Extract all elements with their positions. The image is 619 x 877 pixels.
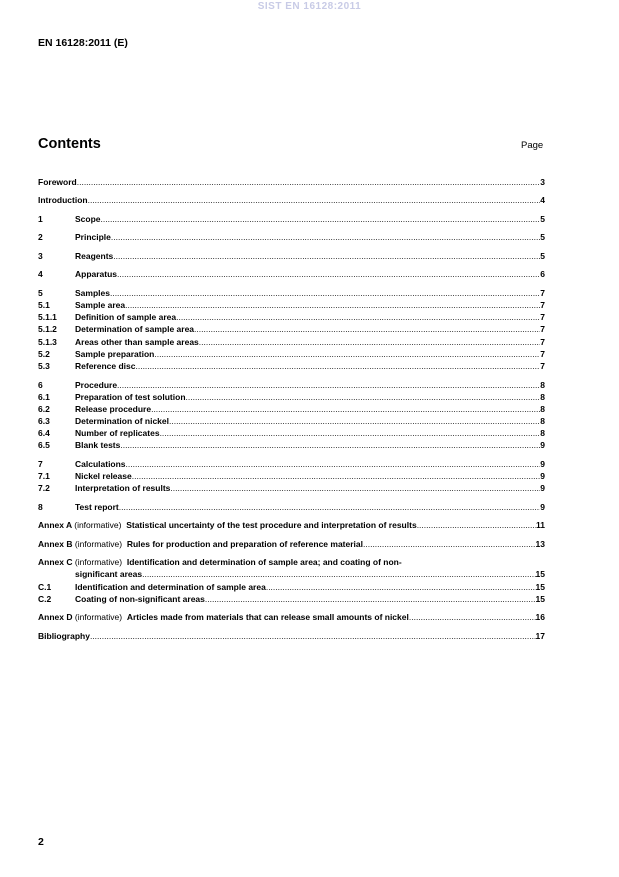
toc-title: Foreword (38, 177, 77, 187)
toc-title: Procedure (75, 379, 118, 390)
annex-title: Articles made from materials that can release small amounts of nickel (126, 612, 409, 623)
toc-entry-number-of-replicates[interactable] (38, 427, 545, 439)
annex-label: Annex B (38, 538, 73, 549)
toc-number: 6 (38, 379, 43, 390)
toc-entry-reagents[interactable] (38, 250, 545, 262)
toc-entry-c2[interactable] (38, 593, 545, 605)
toc-number: 5.3 (38, 361, 50, 372)
toc-page: 8 (540, 416, 545, 427)
toc-entry-procedure[interactable] (38, 379, 545, 391)
toc-number: 5.1.2 (38, 324, 57, 335)
toc-page: 7 (540, 324, 545, 335)
toc-number: 6.4 (38, 428, 50, 439)
toc-page: 16 (535, 612, 545, 623)
toc-number: 6.5 (38, 440, 50, 451)
toc-title: Introduction (38, 195, 88, 206)
toc-page: 9 (540, 471, 545, 482)
toc-title: Calculations (75, 458, 126, 469)
toc-page: 15 (535, 569, 545, 580)
toc-title: Sample preparation (75, 348, 155, 359)
contents-title: Contents (38, 136, 101, 152)
toc-number: 1 (38, 213, 43, 224)
toc-page: 6 (540, 269, 545, 280)
toc-title: Test report (75, 501, 119, 512)
toc-entry-samples[interactable] (38, 287, 545, 299)
toc-page: 8 (540, 391, 545, 402)
page-number: 2 (38, 836, 44, 848)
toc-title: Determination of nickel (75, 416, 169, 427)
annex-title: Identification and determination of sample area; and coating of non- (126, 557, 402, 568)
toc-page: 5 (540, 213, 545, 224)
toc-entry-foreword[interactable] (38, 176, 545, 188)
toc-entry-sample-preparation[interactable] (38, 348, 545, 360)
annex-type: (informative) (74, 520, 122, 531)
toc-number: 4 (38, 269, 43, 280)
toc-page: 7 (540, 336, 545, 347)
toc-number: 5.2 (38, 348, 50, 359)
toc-number: 6.3 (38, 416, 50, 427)
toc-entry-bibliography[interactable] (38, 630, 545, 642)
toc-entry-interpretation-of-results[interactable] (38, 482, 545, 494)
toc-number: 7 (38, 458, 43, 469)
toc-title: Determination of sample area (75, 324, 195, 335)
toc-page: 13 (535, 538, 545, 549)
toc-page: 15 (535, 593, 545, 604)
toc-title: Identification and determination of sample area (75, 581, 266, 592)
toc-title: Definition of sample area (75, 312, 177, 323)
toc-entry-determination-of-nickel[interactable] (38, 415, 545, 427)
toc-entry-calculations[interactable] (38, 458, 545, 470)
annex-type: (informative) (74, 612, 123, 623)
toc-page: 7 (540, 300, 545, 311)
toc-number: 2 (38, 232, 43, 243)
toc-title: Areas other than sample areas (75, 336, 199, 347)
toc-number: C.2 (38, 593, 52, 604)
toc-number: 5.1 (38, 300, 50, 311)
toc-page: 8 (540, 403, 545, 414)
table-of-contents (38, 176, 545, 642)
toc-title: Coating of non-significant areas (75, 593, 205, 604)
toc-entry-introduction[interactable] (38, 194, 545, 206)
toc-entry-release-procedure[interactable] (38, 403, 545, 415)
toc-page: 7 (540, 312, 545, 323)
toc-entry-definition-of-sample-area[interactable] (38, 311, 545, 323)
annex-type: (informative) (74, 557, 123, 568)
toc-entry-apparatus[interactable] (38, 268, 545, 280)
annex-label: Annex C (38, 557, 73, 568)
toc-number: C.1 (38, 581, 52, 592)
document-id: EN 16128:2011 (E) (38, 37, 128, 49)
toc-number: 5.1.3 (38, 336, 57, 347)
toc-title: Nickel release (75, 471, 132, 482)
toc-entry-annex-d[interactable] (38, 611, 545, 623)
watermark: SIST EN 16128:2011 (257, 1, 362, 12)
toc-entry-c1[interactable] (38, 581, 545, 593)
toc-entry-reference-disc[interactable] (38, 360, 545, 372)
toc-number: 7.2 (38, 483, 50, 494)
toc-number: 7.1 (38, 471, 50, 482)
toc-page: 8 (540, 428, 545, 439)
toc-entry-sample-area[interactable] (38, 299, 545, 311)
toc-title: Apparatus (75, 269, 118, 280)
toc-page: 7 (540, 348, 545, 359)
toc-entry-test-report[interactable] (38, 501, 545, 513)
toc-entry-determination-of-sample-area[interactable] (38, 323, 545, 335)
toc-number: 5 (38, 287, 43, 298)
toc-page: 9 (540, 440, 545, 451)
toc-number: 3 (38, 250, 43, 261)
toc-page: 9 (540, 483, 545, 494)
annex-label: Annex D (38, 612, 73, 623)
toc-page: 5 (540, 232, 545, 243)
toc-entry-principle[interactable] (38, 231, 545, 243)
toc-title: Number of replicates (75, 428, 160, 439)
toc-entry-preparation-of-test-solution[interactable] (38, 391, 545, 403)
toc-title: Interpretation of results (75, 483, 171, 494)
annex-title: Statistical uncertainty of the test procedure and interpretation of results (126, 520, 417, 531)
toc-number: 5.1.1 (38, 312, 57, 323)
toc-page: 5 (540, 250, 545, 261)
toc-entry-scope[interactable] (38, 213, 545, 225)
toc-entry-blank-tests[interactable] (38, 439, 545, 451)
toc-page: 17 (535, 630, 545, 641)
toc-number: 8 (38, 501, 43, 512)
toc-page: 7 (540, 287, 545, 298)
toc-page: 9 (540, 501, 545, 512)
annex-type: (informative) (74, 538, 123, 549)
toc-page: 8 (540, 379, 545, 390)
toc-title: Blank tests (75, 440, 121, 451)
toc-title: Reference disc (75, 361, 136, 372)
toc-page: 3 (540, 177, 545, 187)
toc-title: Bibliography (38, 630, 90, 641)
toc-entry-annex-b[interactable] (38, 538, 545, 550)
toc-page: 4 (540, 195, 545, 206)
toc-title: Sample area (75, 300, 126, 311)
toc-title: Preparation of test solution (75, 391, 186, 402)
toc-entry-annex-a[interactable] (38, 519, 545, 531)
toc-page: 7 (540, 361, 545, 372)
toc-number: 6.2 (38, 403, 50, 414)
page-column-label: Page (521, 140, 544, 151)
toc-page: 9 (540, 458, 545, 469)
annex-title: Rules for production and preparation of reference material (126, 538, 363, 549)
toc-entry-nickel-release[interactable] (38, 470, 545, 482)
toc-title: Principle (75, 232, 111, 243)
toc-page: 15 (535, 581, 545, 592)
annex-label: Annex A (38, 520, 72, 531)
toc-title: Reagents (75, 250, 114, 261)
toc-title: Release procedure (75, 403, 152, 414)
annex-title-continued: significant areas (75, 569, 143, 580)
toc-entry-annex-c[interactable] (38, 556, 545, 568)
toc-title: Samples (75, 287, 110, 298)
toc-number: 6.1 (38, 391, 50, 402)
toc-entry-areas-other-than-sample-areas[interactable] (38, 336, 545, 348)
toc-page: 11 (536, 520, 545, 531)
toc-title: Scope (75, 213, 101, 224)
toc-entry-annex-c-continued[interactable] (38, 568, 545, 580)
